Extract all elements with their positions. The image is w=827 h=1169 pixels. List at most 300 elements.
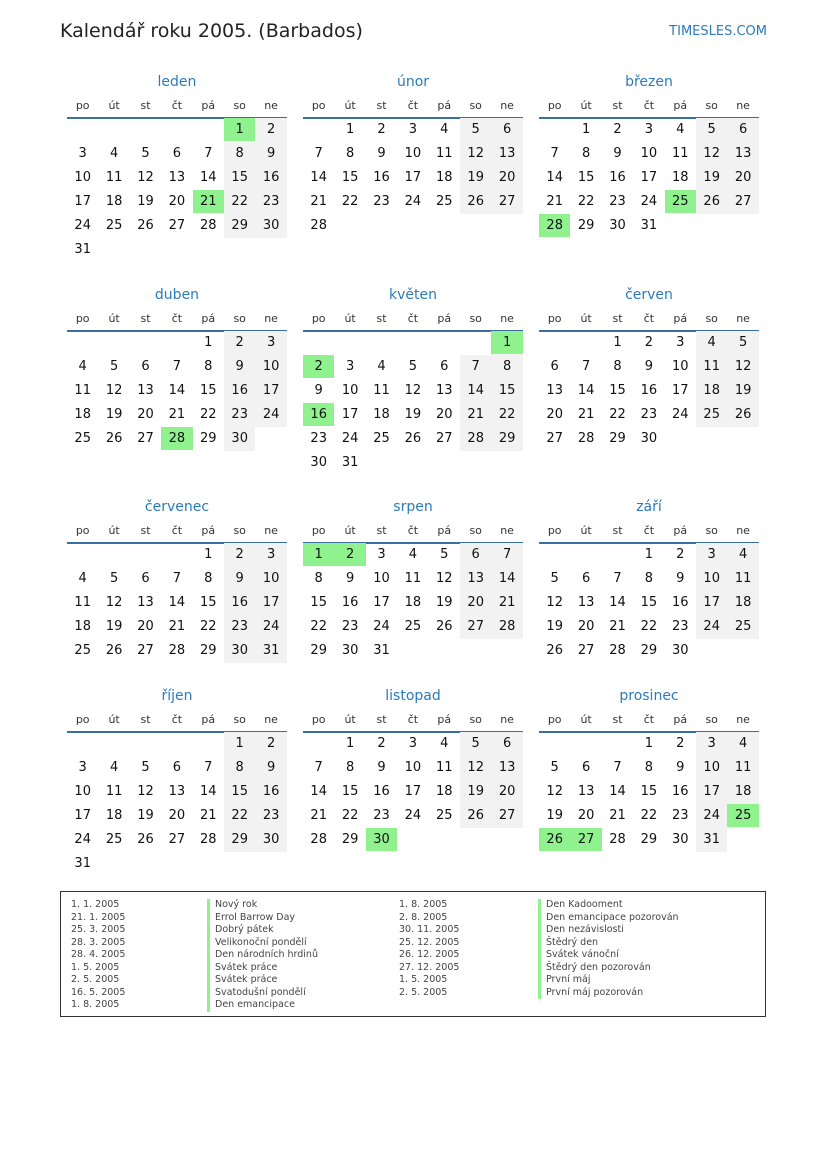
day-cell: 29 bbox=[200, 643, 217, 658]
weekday-label: st bbox=[612, 99, 623, 112]
day-cell: 13 bbox=[546, 383, 563, 398]
day-cell: 3 bbox=[644, 122, 654, 137]
day-cell: 20 bbox=[467, 595, 484, 610]
day-cell: 16 bbox=[373, 784, 390, 799]
day-cell: 31 bbox=[373, 643, 390, 658]
day-cell: 29 bbox=[640, 832, 658, 847]
weekday-label: so bbox=[469, 524, 482, 537]
day-cell: 6 bbox=[502, 122, 512, 137]
weekday-label: pá bbox=[673, 713, 688, 726]
day-cell: 28 bbox=[498, 619, 516, 634]
day-cell: 16 bbox=[373, 170, 390, 185]
day-cell: 7 bbox=[172, 571, 182, 586]
day-cell: 26 bbox=[105, 431, 123, 446]
weekday-label: čt bbox=[171, 312, 183, 325]
day-cell: 6 bbox=[550, 359, 559, 374]
day-cell: 23 bbox=[341, 619, 359, 634]
day-cell: 18 bbox=[74, 407, 91, 422]
weekday-label: po bbox=[75, 99, 90, 112]
day-cell: 21 bbox=[577, 407, 595, 422]
day-cell: 6 bbox=[141, 571, 150, 586]
day-cell: 18 bbox=[105, 194, 123, 209]
day-cell: 21 bbox=[546, 194, 563, 209]
day-cell: 3 bbox=[78, 760, 87, 775]
day-cell: 16 bbox=[609, 170, 626, 185]
day-cell: 21 bbox=[310, 808, 327, 823]
month-name: březen bbox=[625, 74, 673, 90]
legend-holiday-name: Svatodušní pondělí bbox=[207, 987, 318, 1000]
day-cell: 10 bbox=[672, 359, 689, 374]
day-cell: 24 bbox=[262, 619, 280, 634]
day-cell: 28 bbox=[200, 218, 217, 233]
weekday-label: út bbox=[580, 312, 592, 325]
day-cell: 5 bbox=[440, 547, 449, 562]
legend-left-dates bbox=[71, 899, 125, 1012]
legend-holiday-name: Den Kadooment bbox=[538, 899, 679, 912]
day-cell: 27 bbox=[498, 194, 516, 209]
day-cell: 26 bbox=[436, 619, 453, 634]
day-cell: 21 bbox=[200, 808, 217, 823]
day-cell: 9 bbox=[235, 571, 244, 586]
day-cell: 22 bbox=[498, 407, 516, 422]
day-cell: 23 bbox=[373, 194, 390, 209]
day-cell: 6 bbox=[738, 122, 748, 137]
month-name: leden bbox=[157, 74, 197, 90]
day-cell: 12 bbox=[105, 383, 123, 398]
day-cell: 28 bbox=[310, 218, 327, 233]
day-cell: 13 bbox=[436, 383, 453, 398]
weekday-label: so bbox=[233, 99, 246, 112]
month-header-rule bbox=[303, 330, 523, 332]
day-cell: 21 bbox=[310, 194, 327, 209]
day-cell: 14 bbox=[310, 784, 327, 799]
day-cell: 30 bbox=[310, 455, 327, 470]
day-cell: 31 bbox=[703, 832, 720, 847]
day-cell: 26 bbox=[703, 194, 720, 209]
day-cell: 11 bbox=[672, 146, 689, 161]
day-cell: 23 bbox=[672, 619, 689, 634]
day-cell: 18 bbox=[734, 595, 752, 610]
weekday-label: st bbox=[612, 312, 623, 325]
day-cell: 11 bbox=[74, 595, 91, 610]
month-name: září bbox=[636, 499, 662, 515]
day-cell: 2 bbox=[676, 736, 685, 751]
day-cell: 29 bbox=[310, 643, 327, 658]
legend-date: 28. 3. 2005 bbox=[71, 936, 126, 948]
day-cell: 9 bbox=[235, 359, 244, 374]
holiday-day-cell: 2 bbox=[334, 543, 365, 566]
day-cell: 7 bbox=[204, 146, 213, 161]
day-cell: 19 bbox=[546, 808, 563, 823]
legend-holiday-name: Štědrý den pozorován bbox=[538, 962, 679, 975]
day-cell: 23 bbox=[640, 407, 658, 422]
day-cell: 27 bbox=[577, 643, 595, 658]
day-cell: 1 bbox=[235, 736, 244, 751]
day-cell: 21 bbox=[498, 595, 516, 610]
legend-holiday-name: Den emancipace pozorován bbox=[538, 912, 679, 925]
day-cell: 17 bbox=[703, 784, 720, 799]
weekday-label: ne bbox=[736, 713, 750, 726]
day-cell: 6 bbox=[172, 760, 182, 775]
day-cell: 13 bbox=[467, 571, 484, 586]
day-cell: 15 bbox=[200, 383, 217, 398]
weekday-label: so bbox=[233, 713, 246, 726]
weekday-label: st bbox=[140, 713, 151, 726]
day-cell: 30 bbox=[640, 431, 658, 446]
day-cell: 29 bbox=[200, 431, 217, 446]
day-cell: 20 bbox=[577, 619, 595, 634]
day-cell: 8 bbox=[613, 359, 622, 374]
day-cell: 25 bbox=[105, 832, 123, 847]
weekday-label: pá bbox=[201, 524, 216, 537]
legend-date: 26. 12. 2005 bbox=[399, 949, 460, 960]
day-cell: 21 bbox=[609, 808, 626, 823]
day-cell: 6 bbox=[581, 760, 591, 775]
day-cell: 24 bbox=[703, 808, 720, 823]
day-cell: 12 bbox=[546, 784, 563, 799]
legend-date: 1. 8. 2005 bbox=[399, 899, 448, 910]
day-cell: 29 bbox=[231, 832, 248, 847]
day-cell: 3 bbox=[676, 335, 685, 350]
day-cell: 7 bbox=[314, 760, 323, 775]
day-cell: 9 bbox=[266, 146, 276, 161]
weekday-label: ne bbox=[736, 99, 750, 112]
day-cell: 20 bbox=[137, 407, 154, 422]
weekday-label: út bbox=[580, 524, 592, 537]
day-cell: 16 bbox=[672, 595, 689, 610]
day-cell: 16 bbox=[231, 595, 248, 610]
day-cell: 30 bbox=[672, 832, 689, 847]
day-cell: 22 bbox=[200, 619, 217, 634]
day-cell: 10 bbox=[74, 784, 91, 799]
day-cell: 23 bbox=[231, 407, 248, 422]
day-cell: 17 bbox=[404, 170, 422, 185]
day-cell: 5 bbox=[707, 122, 716, 137]
day-cell: 10 bbox=[703, 571, 720, 586]
day-cell: 3 bbox=[266, 335, 276, 350]
legend-date: 25. 3. 2005 bbox=[71, 924, 126, 935]
day-cell: 20 bbox=[498, 784, 516, 799]
day-cell: 22 bbox=[609, 407, 626, 422]
legend-holiday-name: Nový rok bbox=[207, 899, 318, 912]
weekday-label: čt bbox=[643, 312, 655, 325]
holiday-day-cell: 25 bbox=[665, 190, 696, 213]
day-cell: 13 bbox=[577, 595, 595, 610]
day-cell: 20 bbox=[546, 407, 563, 422]
day-cell: 26 bbox=[105, 643, 123, 658]
day-cell: 1 bbox=[644, 736, 654, 751]
weekday-label: so bbox=[469, 99, 482, 112]
weekday-label: ne bbox=[264, 312, 278, 325]
weekday-label: čt bbox=[643, 524, 655, 537]
weekday-label: út bbox=[108, 99, 120, 112]
day-cell: 19 bbox=[546, 619, 563, 634]
day-cell: 27 bbox=[734, 194, 752, 209]
day-cell: 7 bbox=[172, 359, 182, 374]
holiday-day-cell: 2 bbox=[303, 355, 334, 378]
day-cell: 5 bbox=[550, 760, 559, 775]
day-cell: 21 bbox=[168, 407, 186, 422]
day-cell: 14 bbox=[310, 170, 327, 185]
day-cell: 1 bbox=[613, 335, 622, 350]
day-cell: 17 bbox=[341, 407, 359, 422]
day-cell: 15 bbox=[200, 595, 217, 610]
day-cell: 16 bbox=[262, 784, 280, 799]
day-cell: 17 bbox=[373, 595, 390, 610]
weekday-label: út bbox=[108, 524, 120, 537]
day-cell: 6 bbox=[581, 571, 591, 586]
day-cell: 7 bbox=[471, 359, 480, 374]
weekday-label: ne bbox=[500, 524, 514, 537]
day-cell: 3 bbox=[707, 547, 716, 562]
weekday-label: ne bbox=[264, 99, 278, 112]
weekday-label: st bbox=[376, 524, 387, 537]
day-cell: 23 bbox=[672, 808, 689, 823]
legend-right-names bbox=[538, 899, 679, 999]
day-cell: 5 bbox=[471, 736, 480, 751]
day-cell: 2 bbox=[266, 122, 276, 137]
day-cell: 18 bbox=[672, 170, 689, 185]
day-cell: 12 bbox=[467, 760, 484, 775]
legend-holiday-name: Svátek práce bbox=[207, 974, 318, 987]
day-cell: 27 bbox=[137, 431, 154, 446]
day-cell: 12 bbox=[703, 146, 720, 161]
day-cell: 10 bbox=[262, 571, 280, 586]
day-cell: 29 bbox=[231, 218, 248, 233]
day-cell: 8 bbox=[314, 571, 323, 586]
weekday-label: pá bbox=[673, 312, 688, 325]
day-cell: 16 bbox=[262, 170, 280, 185]
weekday-label: pá bbox=[673, 99, 688, 112]
weekday-label: pá bbox=[437, 312, 452, 325]
legend-date: 1. 5. 2005 bbox=[71, 961, 120, 973]
weekday-label: st bbox=[376, 713, 387, 726]
day-cell: 9 bbox=[613, 146, 622, 161]
day-cell: 29 bbox=[498, 431, 516, 446]
day-cell: 17 bbox=[262, 383, 280, 398]
weekday-label: po bbox=[547, 99, 562, 112]
weekday-label: po bbox=[547, 312, 562, 325]
day-cell: 22 bbox=[200, 407, 217, 422]
day-cell: 22 bbox=[341, 194, 359, 209]
holiday-day-cell: 16 bbox=[303, 403, 334, 426]
day-cell: 14 bbox=[609, 595, 626, 610]
day-cell: 1 bbox=[345, 736, 355, 751]
day-cell: 11 bbox=[105, 170, 123, 185]
day-cell: 2 bbox=[235, 547, 244, 562]
day-cell: 22 bbox=[640, 808, 658, 823]
day-cell: 2 bbox=[676, 547, 685, 562]
day-cell: 26 bbox=[546, 643, 563, 658]
day-cell: 27 bbox=[436, 431, 453, 446]
day-cell: 8 bbox=[644, 571, 654, 586]
day-cell: 15 bbox=[640, 595, 658, 610]
weekday-label: pá bbox=[437, 524, 452, 537]
day-cell: 29 bbox=[341, 832, 359, 847]
day-cell: 22 bbox=[231, 194, 248, 209]
day-cell: 26 bbox=[404, 431, 422, 446]
legend-holiday-name: Den nezávislosti bbox=[538, 924, 679, 937]
day-cell: 7 bbox=[204, 760, 213, 775]
holiday-day-cell: 1 bbox=[303, 543, 334, 566]
weekday-label: st bbox=[376, 312, 387, 325]
day-cell: 30 bbox=[231, 431, 248, 446]
weekday-label: po bbox=[75, 713, 90, 726]
day-cell: 15 bbox=[341, 784, 359, 799]
day-cell: 4 bbox=[676, 122, 685, 137]
day-cell: 22 bbox=[640, 619, 658, 634]
legend-date: 21. 1. 2005 bbox=[71, 911, 126, 923]
day-cell: 8 bbox=[235, 146, 244, 161]
weekday-label: út bbox=[344, 524, 356, 537]
day-cell: 4 bbox=[738, 736, 748, 751]
day-cell: 15 bbox=[640, 784, 658, 799]
day-cell: 23 bbox=[609, 194, 626, 209]
day-cell: 15 bbox=[310, 595, 327, 610]
day-cell: 14 bbox=[467, 383, 484, 398]
day-cell: 17 bbox=[703, 595, 720, 610]
month-name: srpen bbox=[393, 499, 433, 515]
weekday-label: so bbox=[705, 99, 718, 112]
weekday-label: so bbox=[705, 713, 718, 726]
weekday-label: so bbox=[469, 312, 482, 325]
legend-holiday-name: Svátek práce bbox=[207, 962, 318, 975]
weekday-label: út bbox=[108, 713, 120, 726]
day-cell: 26 bbox=[467, 194, 484, 209]
day-cell: 19 bbox=[404, 407, 422, 422]
day-cell: 14 bbox=[168, 383, 186, 398]
day-cell: 9 bbox=[676, 571, 685, 586]
legend-date: 16. 5. 2005 bbox=[71, 986, 126, 998]
weekday-label: čt bbox=[171, 99, 183, 112]
day-cell: 15 bbox=[231, 784, 248, 799]
day-cell: 13 bbox=[577, 784, 595, 799]
day-cell: 20 bbox=[168, 808, 186, 823]
day-cell: 20 bbox=[137, 619, 154, 634]
day-cell: 12 bbox=[137, 784, 154, 799]
day-cell: 25 bbox=[74, 643, 91, 658]
month-name: květen bbox=[389, 287, 437, 303]
site-link[interactable]: TIMESLES.COM bbox=[669, 24, 767, 39]
day-cell: 28 bbox=[609, 832, 626, 847]
day-cell: 30 bbox=[609, 218, 626, 233]
weekday-label: st bbox=[140, 524, 151, 537]
day-cell: 15 bbox=[231, 170, 248, 185]
day-cell: 12 bbox=[404, 383, 422, 398]
day-cell: 28 bbox=[200, 832, 217, 847]
day-cell: 29 bbox=[640, 643, 658, 658]
day-cell: 23 bbox=[310, 431, 327, 446]
day-cell: 12 bbox=[467, 146, 484, 161]
weekday-label: ne bbox=[264, 713, 278, 726]
day-cell: 18 bbox=[74, 619, 91, 634]
legend-holiday-name: Velikonoční pondělí bbox=[207, 937, 318, 950]
day-cell: 5 bbox=[141, 146, 150, 161]
legend-holiday-name: První máj pozorován bbox=[538, 987, 679, 1000]
holiday-day-cell: 30 bbox=[366, 828, 397, 851]
page-title: Kalendář roku 2005. (Barbados) bbox=[60, 20, 363, 42]
day-cell: 1 bbox=[204, 335, 213, 350]
month-name: červenec bbox=[144, 499, 210, 515]
weekday-label: pá bbox=[201, 99, 216, 112]
weekday-label: so bbox=[705, 524, 718, 537]
weekday-label: st bbox=[376, 99, 387, 112]
day-cell: 6 bbox=[440, 359, 449, 374]
day-cell: 19 bbox=[105, 407, 123, 422]
day-cell: 4 bbox=[78, 571, 87, 586]
weekday-label: čt bbox=[643, 99, 655, 112]
legend-date: 28. 4. 2005 bbox=[71, 949, 126, 960]
day-cell: 9 bbox=[266, 760, 276, 775]
day-cell: 2 bbox=[235, 335, 244, 350]
day-cell: 11 bbox=[105, 784, 123, 799]
day-cell: 3 bbox=[78, 146, 87, 161]
day-cell: 12 bbox=[546, 595, 563, 610]
day-cell: 14 bbox=[498, 571, 516, 586]
holiday-day-cell: 21 bbox=[193, 190, 224, 213]
legend-date: 2. 5. 2005 bbox=[71, 974, 120, 985]
day-cell: 17 bbox=[640, 170, 658, 185]
day-cell: 27 bbox=[467, 619, 484, 634]
legend-holiday-name: První máj bbox=[538, 974, 679, 987]
day-cell: 7 bbox=[502, 547, 512, 562]
day-cell: 27 bbox=[498, 808, 516, 823]
day-cell: 14 bbox=[577, 383, 595, 398]
legend-left-names bbox=[207, 899, 318, 1012]
day-cell: 13 bbox=[137, 383, 154, 398]
day-cell: 10 bbox=[703, 760, 720, 775]
day-cell: 17 bbox=[74, 808, 91, 823]
legend-holiday-name: Svátek vánoční bbox=[538, 949, 679, 962]
weekday-label: út bbox=[344, 312, 356, 325]
day-cell: 18 bbox=[105, 808, 123, 823]
legend-holiday-name: Dobrý pátek bbox=[207, 924, 318, 937]
weekday-label: po bbox=[311, 713, 326, 726]
day-cell: 9 bbox=[377, 760, 386, 775]
month-name: únor bbox=[396, 74, 430, 90]
day-cell: 20 bbox=[734, 170, 752, 185]
legend-date: 25. 12. 2005 bbox=[399, 936, 460, 948]
day-cell: 29 bbox=[609, 431, 626, 446]
day-cell: 11 bbox=[373, 383, 390, 398]
day-cell: 22 bbox=[577, 194, 595, 209]
day-cell: 28 bbox=[577, 431, 595, 446]
day-cell: 10 bbox=[404, 146, 422, 161]
holiday-legend bbox=[60, 891, 766, 1017]
day-cell: 13 bbox=[498, 760, 516, 775]
weekday-label: čt bbox=[643, 713, 655, 726]
day-cell: 6 bbox=[502, 736, 512, 751]
day-cell: 31 bbox=[74, 242, 91, 257]
day-cell: 11 bbox=[703, 359, 720, 374]
day-cell: 8 bbox=[235, 760, 244, 775]
day-cell: 31 bbox=[640, 218, 658, 233]
weekday-label: ne bbox=[500, 99, 514, 112]
month-name: prosinec bbox=[619, 688, 679, 704]
day-cell: 11 bbox=[404, 571, 422, 586]
legend-holiday-name: Errol Barrow Day bbox=[207, 912, 318, 925]
day-cell: 9 bbox=[377, 146, 386, 161]
day-cell: 14 bbox=[546, 170, 563, 185]
day-cell: 1 bbox=[644, 547, 654, 562]
day-cell: 11 bbox=[734, 760, 752, 775]
day-cell: 3 bbox=[408, 122, 418, 137]
day-cell: 24 bbox=[373, 619, 390, 634]
day-cell: 22 bbox=[341, 808, 359, 823]
month-name: duben bbox=[154, 287, 200, 303]
day-cell: 27 bbox=[546, 431, 563, 446]
weekday-label: po bbox=[547, 524, 562, 537]
